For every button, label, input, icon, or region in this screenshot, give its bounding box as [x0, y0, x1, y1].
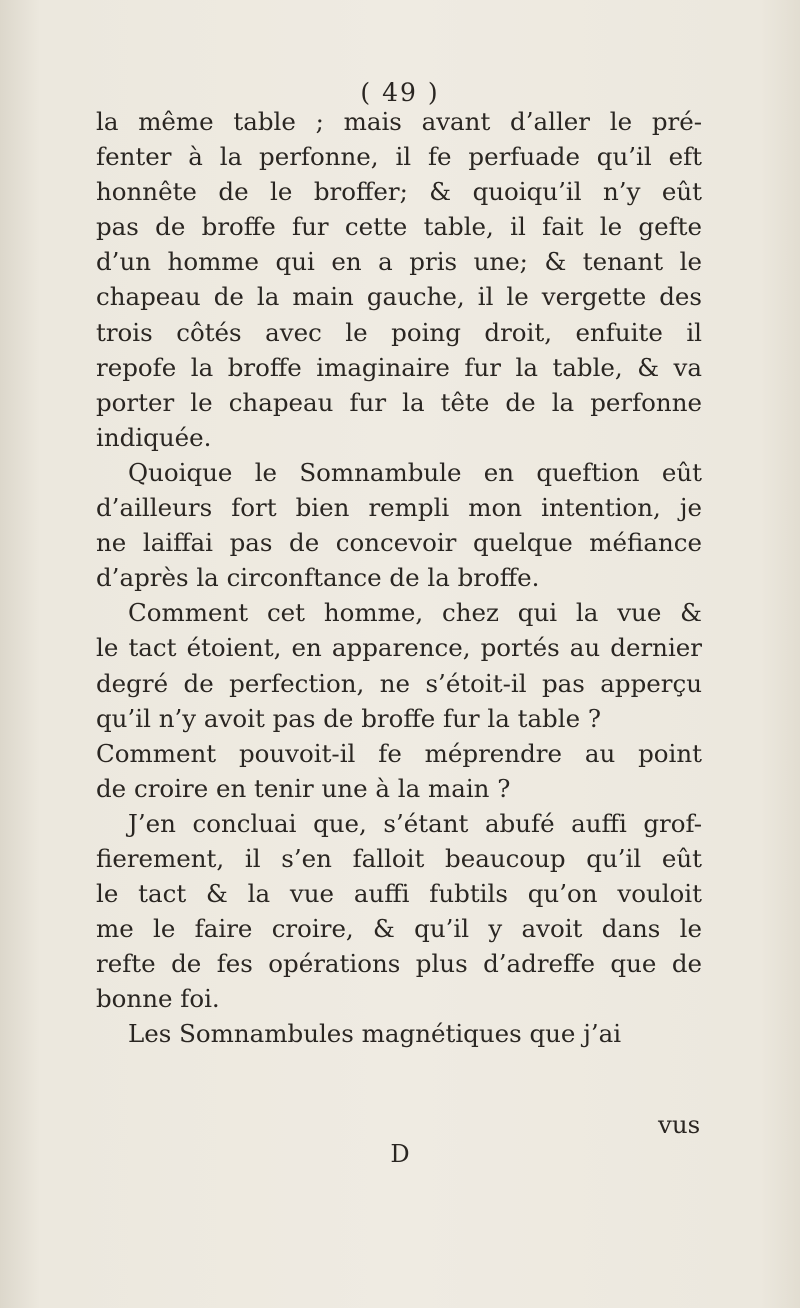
- text-line: le tact étoient, en apparence, portés au dernier: [96, 633, 702, 663]
- text-line: d’après la circonftance de la broffe.: [96, 563, 540, 593]
- text-line: la même table ; mais avant d’aller le pré-: [96, 107, 702, 136]
- text-line: ne laiffai pas de concevoir quelque méfiance: [96, 528, 702, 558]
- signature-mark: D: [390, 1140, 410, 1168]
- text-line: fenter à la perfonne, il fe perfuade qu’il eft: [96, 142, 702, 172]
- text-line: honnête de le broffer; & quoiqu’il n’y eût: [96, 177, 702, 207]
- text-line: bonne foi.: [96, 984, 220, 1014]
- text-line: de croire en tenir une à la main ?: [96, 773, 511, 803]
- text-line: repofe la broffe imaginaire fur la table, & va: [96, 352, 702, 382]
- text-line: d’ailleurs fort bien rempli mon intention, je: [96, 493, 702, 523]
- text-line: chapeau de la main gauche, il le vergette des: [96, 282, 702, 312]
- text-line: d’un homme qui en a pris une; & tenant le: [96, 247, 702, 277]
- text-line: degré de perfection, ne s’étoit-il pas apperçu: [96, 668, 702, 698]
- text-line: J’en concluai que, s’étant abufé auffi grof-: [128, 808, 702, 838]
- text-line: pas de broffe fur cette table, il fait le gefte: [96, 212, 702, 242]
- text-line: Comment cet homme, chez qui la vue &: [128, 598, 702, 628]
- body-text: [96, 104, 702, 1052]
- text-line: le tact & la vue auffi fubtils qu’on vouloit: [96, 879, 702, 909]
- text-line: Les Somnambules magnétiques que j’ai: [128, 1019, 622, 1049]
- text-line: porter le chapeau fur la tête de la perfonne: [96, 387, 702, 417]
- text-line: me le faire croire, & qu’il y avoit dans le: [96, 914, 702, 944]
- catchword: vus: [658, 1110, 701, 1139]
- text-line: Comment pouvoit-il fe méprendre au point: [96, 738, 702, 768]
- text-line: refte de fes opérations plus d’adreffe que de: [96, 949, 702, 979]
- page-number-header: ( 49 ): [360, 78, 440, 107]
- text-line: indiquée.: [96, 422, 212, 452]
- text-line: fierement, il s’en falloit beaucoup qu’il eût: [96, 843, 702, 873]
- text-line: trois côtés avec le poing droit, enfuite il: [96, 317, 702, 347]
- text-line: Quoique le Somnambule en queftion eût: [128, 457, 702, 487]
- text-line: qu’il n’y avoit pas de broffe fur la table ?: [96, 703, 602, 733]
